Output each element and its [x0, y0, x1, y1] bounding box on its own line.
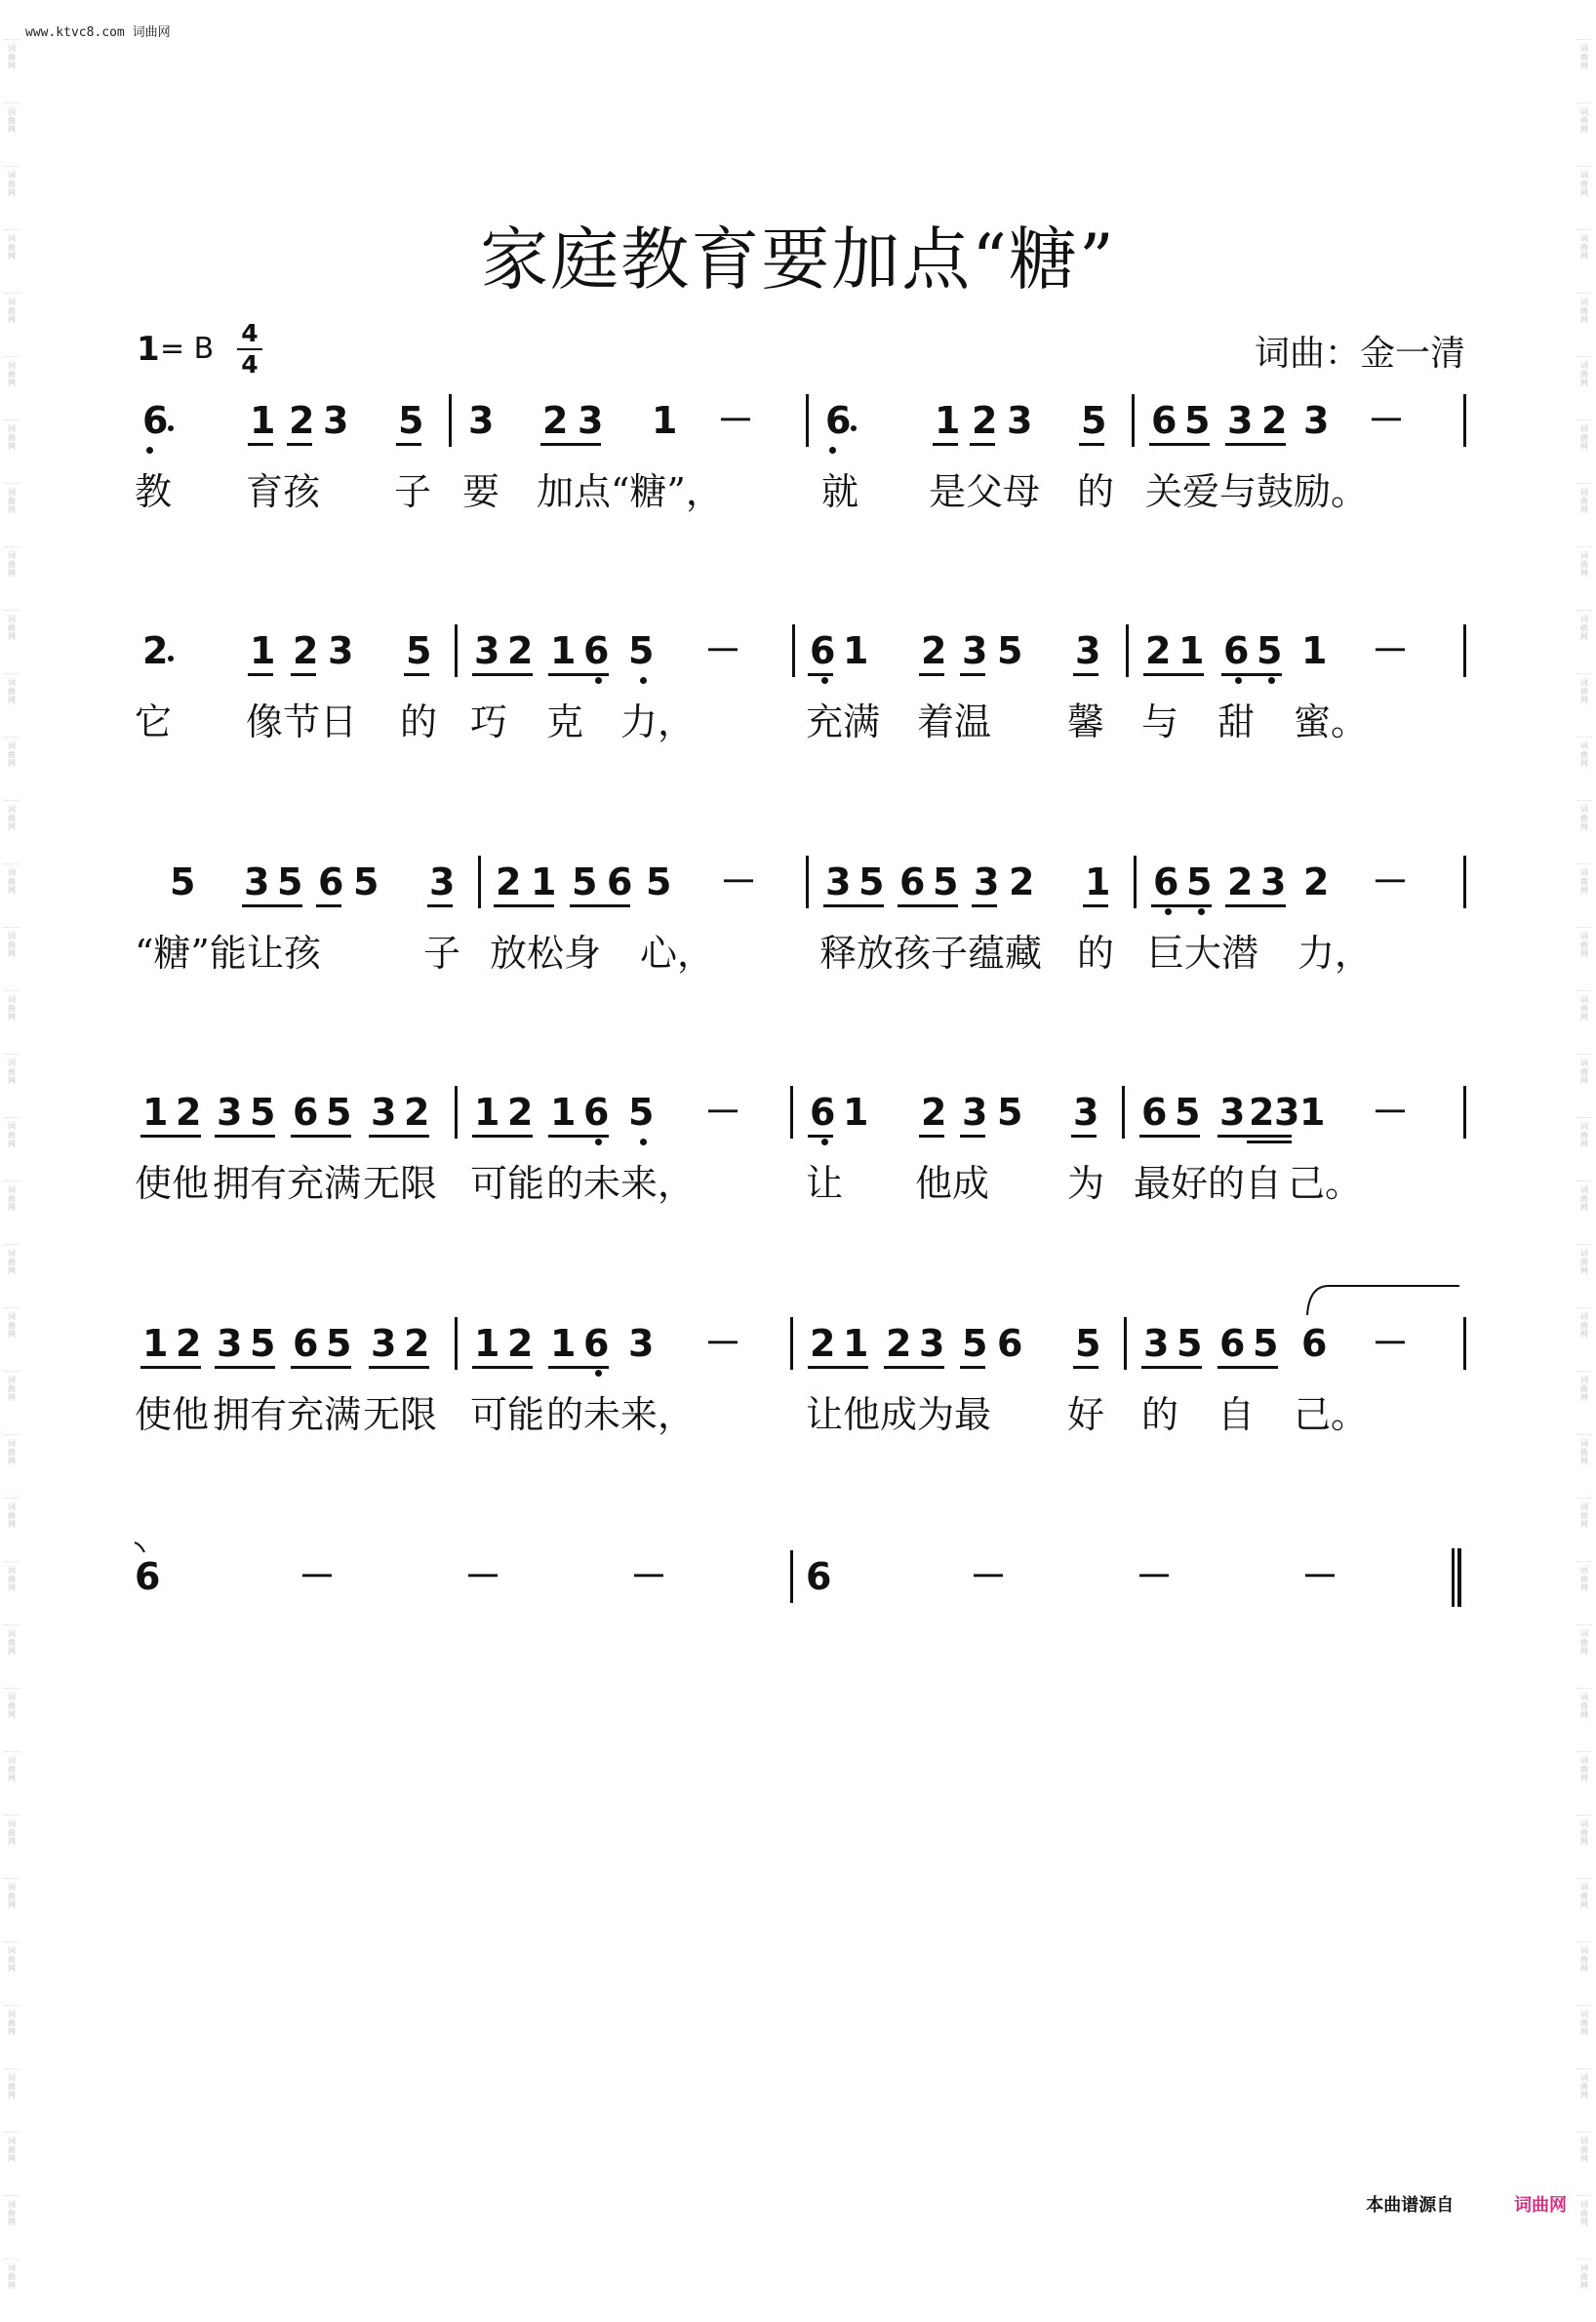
note: 6 — [997, 1322, 1023, 1365]
dash: － — [1372, 1091, 1410, 1134]
note: 6 — [607, 861, 633, 903]
lyric: 无限 — [363, 1393, 438, 1436]
note: 5 — [353, 861, 379, 903]
note: 2 — [507, 1322, 534, 1365]
note: 2 — [496, 861, 522, 903]
note: 6 — [583, 1322, 610, 1365]
note: 5 — [628, 1091, 655, 1134]
note: 1 — [550, 629, 577, 672]
watermark-mark: 词 曲 网 — [1576, 1117, 1592, 1181]
note: 2 — [886, 1322, 912, 1365]
final-bar-line — [1452, 1548, 1461, 1607]
lyric: “糖”能让孩 — [135, 932, 321, 975]
note: 6 — [1219, 1322, 1246, 1365]
note: 3 — [429, 861, 456, 903]
lyric: 的 — [1077, 470, 1115, 513]
lyric: 拥有 — [213, 1162, 288, 1205]
watermark-mark: 词 曲 网 — [1576, 1942, 1592, 2005]
note: 1 — [652, 399, 678, 442]
key-name: = B — [160, 332, 215, 366]
note: 1 — [474, 1091, 500, 1134]
score-line-6 — [0, 1556, 1596, 1693]
note: 3 — [962, 629, 988, 672]
dash: － — [299, 1555, 337, 1598]
note: 2 — [293, 629, 319, 672]
watermark-mark: 词 曲 网 — [4, 1624, 20, 1688]
note: 5 — [858, 861, 885, 903]
note: 5 — [962, 1322, 988, 1365]
note: 5 — [1177, 1322, 1203, 1365]
note: 3 — [323, 399, 349, 442]
note: 2 — [972, 399, 998, 442]
note: 3 — [217, 1322, 243, 1365]
note: 1 — [1178, 629, 1205, 672]
note: 5 — [1075, 1322, 1101, 1365]
note: 3 — [474, 629, 500, 672]
note: 2 — [1303, 861, 1330, 903]
note: 1 — [550, 1091, 577, 1134]
note: 3 — [578, 399, 604, 442]
watermark-mark: 词 曲 网 — [1576, 356, 1592, 420]
watermark-mark: 词 曲 网 — [1576, 102, 1592, 166]
note: 2 — [542, 399, 569, 442]
dash: － — [704, 1322, 742, 1365]
note: 2 — [810, 1322, 836, 1365]
watermark-mark: 词 曲 网 — [4, 990, 20, 1054]
lyric: 馨 — [1067, 701, 1105, 743]
note: 6 — [135, 1555, 161, 1598]
note: 1 — [250, 399, 276, 442]
brand-link[interactable]: 词曲网 — [1514, 2195, 1567, 2216]
lyric: 使他 — [135, 1393, 210, 1436]
lyric: 它 — [135, 701, 173, 743]
note: 5 — [1175, 1091, 1201, 1134]
note: 2 — [1249, 1091, 1275, 1134]
grace-mark — [133, 1541, 146, 1554]
score-line-5 — [0, 1323, 1596, 1460]
lyric: 像节日 — [246, 701, 358, 743]
lyric: 放松身 — [490, 932, 602, 975]
note: 5 — [628, 629, 655, 672]
note: 3 — [1303, 399, 1330, 442]
watermark-mark: 词 曲 网 — [4, 1498, 20, 1561]
watermark-mark: 词 曲 网 — [4, 2132, 20, 2195]
note: 3 — [962, 1091, 988, 1134]
lyric: 让 — [806, 1162, 844, 1205]
watermark-mark: 词 曲 网 — [1576, 1371, 1592, 1434]
note: 2 — [142, 629, 169, 672]
lyric: 的 — [400, 701, 438, 743]
bar-line — [790, 1550, 793, 1603]
note: 3 — [244, 861, 270, 903]
lyric: 的未来， — [546, 1393, 696, 1436]
lyrics-line — [0, 1092, 1596, 1228]
note: 6 — [1151, 399, 1177, 442]
note: 1 — [1299, 1091, 1326, 1134]
note: 2 — [176, 1091, 202, 1134]
watermark-mark: 词 曲 网 — [1576, 2005, 1592, 2068]
watermark-mark: 词 曲 网 — [1576, 1688, 1592, 1751]
watermark-mark: 词 曲 网 — [1576, 863, 1592, 927]
watermark-mark: 词 曲 网 — [4, 2259, 20, 2322]
site-header: www.ktvc8.com 词曲网 — [25, 25, 171, 40]
note: 5 — [572, 861, 598, 903]
lyric: 心， — [640, 932, 715, 975]
note: 2 — [1227, 861, 1254, 903]
lyric: 与 — [1141, 701, 1179, 743]
note: 3 — [371, 1091, 397, 1134]
watermark-mark: 词 曲 网 — [1576, 1244, 1592, 1307]
dash: － — [1372, 861, 1410, 903]
note: 6 — [318, 861, 344, 903]
note: 3 — [1073, 1091, 1099, 1134]
note: 2 — [404, 1091, 430, 1134]
note: 1 — [474, 1322, 500, 1365]
dash: － — [1301, 1555, 1339, 1598]
score-line-3 — [0, 861, 1596, 998]
lyric: 力， — [1297, 932, 1373, 975]
note: 3 — [1007, 399, 1033, 442]
watermark-mark: 词 曲 网 — [4, 356, 20, 420]
dash: － — [1372, 1322, 1410, 1365]
lyric: 就 — [821, 470, 859, 513]
watermark-mark: 词 曲 网 — [4, 166, 20, 229]
watermark-mark: 词 曲 网 — [4, 1561, 20, 1624]
note: 2 — [1145, 629, 1172, 672]
watermark-mark: 词 曲 网 — [4, 1371, 20, 1434]
lyric: 关爱与鼓励。 — [1145, 470, 1369, 513]
note: 3 — [328, 629, 354, 672]
note: 6 — [899, 861, 926, 903]
watermark-mark: 词 曲 网 — [1576, 673, 1592, 737]
note: 5 — [406, 629, 432, 672]
note: 6 — [293, 1091, 319, 1134]
watermark-mark: 词 曲 网 — [1576, 166, 1592, 229]
watermark-mark: 词 曲 网 — [1576, 1624, 1592, 1688]
note: 5 — [250, 1322, 276, 1365]
watermark-mark: 词 曲 网 — [1576, 293, 1592, 356]
song-title: 家庭教育要加点“糖” — [480, 220, 1116, 300]
lyric: 充满 — [287, 1162, 362, 1205]
lyric: 蜜。 — [1294, 701, 1369, 743]
note: 5 — [1184, 399, 1211, 442]
watermark-mark: 词 曲 网 — [1576, 2259, 1592, 2322]
lyric: 为 — [1067, 1162, 1105, 1205]
watermark-mark: 词 曲 网 — [1576, 800, 1592, 863]
note: 3 — [1219, 1091, 1246, 1134]
lyric: 己。 — [1294, 1393, 1369, 1436]
note: 5 — [1253, 1322, 1279, 1365]
watermark-mark: 词 曲 网 — [1576, 1181, 1592, 1244]
note: 6 — [810, 629, 836, 672]
lyrics-line — [0, 400, 1596, 537]
lyric: 甜 — [1217, 701, 1256, 743]
watermark-mark: 词 曲 网 — [1576, 483, 1592, 546]
note: 5 — [997, 1091, 1023, 1134]
note: 5 — [326, 1322, 352, 1365]
watermark-mark: 词 曲 网 — [4, 1878, 20, 1942]
watermark-mark: 词 曲 网 — [4, 39, 20, 102]
lyric: 教 — [135, 470, 173, 513]
note: 3 — [217, 1091, 243, 1134]
dash: － — [717, 399, 755, 442]
watermark-mark: 词 曲 网 — [1576, 1054, 1592, 1117]
lyric: 释放孩子蕴藏 — [819, 932, 1043, 975]
note: 3 — [825, 861, 852, 903]
watermark-mark: 词 曲 网 — [4, 2068, 20, 2132]
watermark-mark: 词 曲 网 — [4, 1434, 20, 1498]
watermark-mark: 词 曲 网 — [4, 1244, 20, 1307]
lyric: 加点“糖”， — [537, 470, 723, 513]
note: 3 — [1143, 1322, 1170, 1365]
lyric: 巨大潜 — [1147, 932, 1259, 975]
tie-slur — [1305, 1284, 1461, 1317]
note: 2 — [1261, 399, 1288, 442]
lyric: 最好的自 — [1134, 1162, 1283, 1205]
note: 1 — [1301, 629, 1328, 672]
key-tonic: 1 — [137, 330, 160, 369]
footer — [1366, 2191, 1567, 2217]
note: 1 — [1085, 861, 1111, 903]
lyric: 无限 — [363, 1162, 438, 1205]
lyric: 好 — [1067, 1393, 1105, 1436]
watermark-mark: 词 曲 网 — [4, 1054, 20, 1117]
note: 6 — [806, 1555, 832, 1598]
note: 1 — [142, 1322, 169, 1365]
lyric: 可能 — [470, 1393, 545, 1436]
note: 5 — [326, 1091, 352, 1134]
watermark-mark: 词 曲 网 — [1576, 990, 1592, 1054]
dash: － — [464, 1555, 502, 1598]
note: 2 — [507, 629, 534, 672]
lyric: 是父母 — [929, 470, 1041, 513]
dash: － — [1136, 1555, 1174, 1598]
watermark-mark: 词 曲 网 — [4, 800, 20, 863]
dash: － — [630, 1555, 668, 1598]
note: 3 — [468, 399, 495, 442]
dash: － — [970, 1555, 1008, 1598]
note: 1 — [250, 629, 276, 672]
note: 5 — [1081, 399, 1107, 442]
lyric: 克 — [546, 701, 584, 743]
lyric: 让他成为最 — [806, 1393, 992, 1436]
watermark-mark: 词 曲 网 — [4, 673, 20, 737]
watermark-mark: 词 曲 网 — [1576, 420, 1592, 483]
watermark-mark: 词 曲 网 — [4, 546, 20, 610]
score-line-4 — [0, 1092, 1596, 1228]
watermark-mark: 词 曲 网 — [1576, 1561, 1592, 1624]
meter-top: 4 — [241, 319, 259, 347]
watermark-mark: 词 曲 网 — [4, 483, 20, 546]
note: 2 — [1009, 861, 1035, 903]
watermark-mark: 词 曲 网 — [4, 1942, 20, 2005]
watermark-mark: 词 曲 网 — [1576, 610, 1592, 673]
note: 6 — [825, 399, 852, 442]
dash: － — [1368, 399, 1406, 442]
lyric: 的 — [1141, 1393, 1179, 1436]
note: 6 — [1153, 861, 1179, 903]
note: 5 — [170, 861, 196, 903]
lyric: 着温 — [917, 701, 992, 743]
lyric: 要 — [462, 470, 500, 513]
note: 5 — [997, 629, 1023, 672]
note: 3 — [1260, 861, 1287, 903]
note: 5 — [277, 861, 303, 903]
note: 2 — [289, 399, 315, 442]
watermark-mark: 词 曲 网 — [1576, 546, 1592, 610]
note: 3 — [371, 1322, 397, 1365]
watermark-mark: 词 曲 网 — [4, 863, 20, 927]
note: 3 — [628, 1322, 655, 1365]
note: 5 — [250, 1091, 276, 1134]
lyric: 的 — [1077, 932, 1115, 975]
note: 3 — [974, 861, 1000, 903]
watermark-mark: 词 曲 网 — [1576, 1434, 1592, 1498]
note: 5 — [398, 399, 424, 442]
watermark-mark: 词 曲 网 — [1576, 39, 1592, 102]
watermark-mark: 词 曲 网 — [4, 1307, 20, 1371]
note: 6 — [583, 1091, 610, 1134]
lyric: 子 — [394, 470, 432, 513]
watermark-mark: 词 曲 网 — [4, 1117, 20, 1181]
lyric: 己。 — [1288, 1162, 1363, 1205]
lyric: 的未来， — [546, 1162, 696, 1205]
note: 5 — [1257, 629, 1283, 672]
lyrics-line — [0, 630, 1596, 767]
watermark-mark: 词 曲 网 — [4, 610, 20, 673]
note: 5 — [1186, 861, 1213, 903]
lyric: 可能 — [470, 1162, 545, 1205]
watermark-mark: 词 曲 网 — [4, 1688, 20, 1751]
watermark-mark: 词 曲 网 — [4, 229, 20, 293]
watermark-mark: 词 曲 网 — [1576, 1307, 1592, 1371]
note: 1 — [843, 1091, 869, 1134]
watermark-mark: 词 曲 网 — [4, 927, 20, 990]
note: 6 — [142, 399, 169, 442]
watermark-mark: 词 曲 网 — [4, 293, 20, 356]
lyric: 巧 — [470, 701, 508, 743]
lyrics-line — [0, 861, 1596, 998]
note: 6 — [810, 1091, 836, 1134]
lyric: 他成 — [915, 1162, 990, 1205]
score-line-1 — [0, 400, 1596, 537]
watermark-mark: 词 曲 网 — [1576, 229, 1592, 293]
lyrics-line — [0, 1323, 1596, 1460]
note: 6 — [293, 1322, 319, 1365]
note: 6 — [1301, 1322, 1328, 1365]
note: 6 — [583, 629, 610, 672]
lyric: 拥有 — [213, 1393, 288, 1436]
note: 3 — [1227, 399, 1254, 442]
note: 2 — [921, 629, 947, 672]
lyric: 自 — [1217, 1393, 1256, 1436]
note: 1 — [843, 1322, 869, 1365]
lyric: 使他 — [135, 1162, 210, 1205]
watermark-mark: 词 曲 网 — [1576, 1815, 1592, 1878]
note: 1 — [531, 861, 557, 903]
note: 3 — [1274, 1091, 1300, 1134]
watermark-mark: 词 曲 网 — [4, 2005, 20, 2068]
watermark-mark: 词 曲 网 — [4, 420, 20, 483]
watermark-mark: 词 曲 网 — [1576, 1878, 1592, 1942]
note: 2 — [176, 1322, 202, 1365]
watermark-mark: 词 曲 网 — [1576, 737, 1592, 800]
lyric: 子 — [423, 932, 461, 975]
watermark-mark: 词 曲 网 — [1576, 1751, 1592, 1815]
watermark-mark: 词 曲 网 — [1576, 927, 1592, 990]
watermark-mark: 词 曲 网 — [4, 1751, 20, 1815]
notation-line — [0, 1556, 1596, 1693]
time-signature — [237, 320, 262, 379]
watermark-mark: 词 曲 网 — [4, 1815, 20, 1878]
watermark-mark: 词 曲 网 — [1576, 2195, 1592, 2259]
watermark-mark: 词 曲 网 — [4, 102, 20, 166]
watermark-mark: 词 曲 网 — [1576, 2068, 1592, 2132]
watermark-mark: 词 曲 网 — [4, 737, 20, 800]
note: 2 — [404, 1322, 430, 1365]
dash: － — [704, 1091, 742, 1134]
lyric: 力， — [620, 701, 696, 743]
note: 5 — [646, 861, 672, 903]
note: 1 — [843, 629, 869, 672]
lyric: 充满 — [806, 701, 881, 743]
watermark-mark: 词 曲 网 — [4, 2195, 20, 2259]
watermark-mark: 词 曲 网 — [4, 1181, 20, 1244]
score-line-2 — [0, 630, 1596, 767]
note: 3 — [919, 1322, 945, 1365]
note: 6 — [1141, 1091, 1168, 1134]
watermark-mark: 词 曲 网 — [1576, 2132, 1592, 2195]
dash: － — [704, 629, 742, 672]
dash: － — [1372, 629, 1410, 672]
note: 1 — [550, 1322, 577, 1365]
author-credit: 词曲：金一清 — [1254, 334, 1465, 374]
lyric: 充满 — [287, 1393, 362, 1436]
note: 2 — [921, 1091, 947, 1134]
dash: － — [720, 861, 758, 903]
note: 2 — [507, 1091, 534, 1134]
source-text: 本曲谱源自 — [1366, 2195, 1455, 2216]
watermark-mark: 词 曲 网 — [1576, 1498, 1592, 1561]
note: 5 — [933, 861, 959, 903]
note: 3 — [1075, 629, 1101, 672]
meter-bottom: 4 — [241, 350, 259, 379]
note: 1 — [935, 399, 961, 442]
note: 1 — [142, 1091, 169, 1134]
note: 6 — [1223, 629, 1250, 672]
lyric: 育孩 — [246, 470, 321, 513]
